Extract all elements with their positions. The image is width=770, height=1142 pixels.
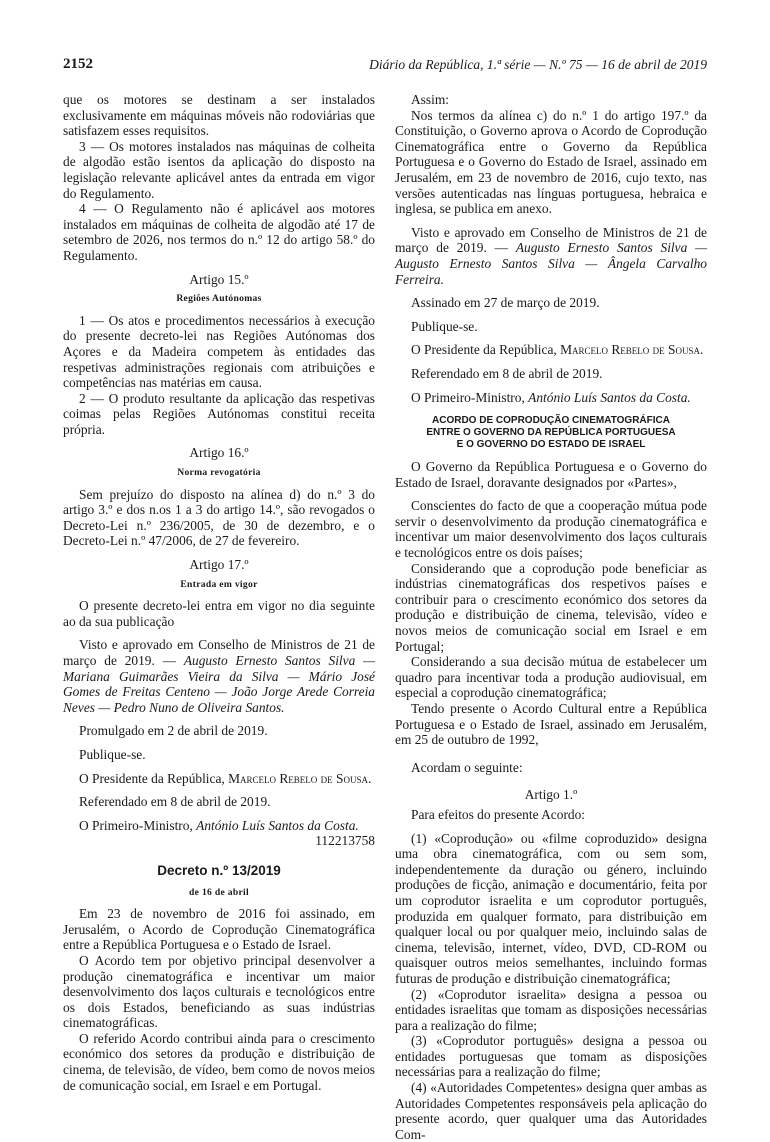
paragraph: O referido Acordo contribui ainda para o crescimento económico dos setores da produção e distribuição de cinema, de televisão, de vídeo, bem como de novos meios de comunicação social, em Israel e em Portugal. xyxy=(63,1030,375,1093)
prime-minister-name: António Luís Santos da Costa. xyxy=(528,389,691,405)
paragraph: O presente decreto-lei entra em vigor no dia seguinte ao da sua publicação xyxy=(63,598,375,629)
paragraph: (4) «Autoridades Competentes» designa quer ambas as Autoridades Competentes responsáveis pela aplicação do presente acordo, quer qualquer uma das Autoridades Com- xyxy=(395,1080,707,1142)
paragraph: Publique-se. xyxy=(79,746,146,762)
paragraph: Para efeitos do presente Acordo: xyxy=(411,806,586,822)
article-heading: Artigo 1.º xyxy=(524,787,578,803)
paragraph: Considerando que a coprodução pode beneficiar as indústrias cinematográficas dos respetivos países e contribuir para o crescimento económico dos setores da produção e distribuição de cinema, televisão, vídeo e novos meios de comunicação social em Israel e em Portugal; xyxy=(395,560,707,654)
article-title: Norma revogatória xyxy=(177,467,261,479)
paragraph: Acordam o seguinte: xyxy=(411,759,523,775)
paragraph: Conscientes do facto de que a cooperação mútua pode servir o desenvolvimento da produção cinematográfica e incentivar um maior desenvolvimento dos laços culturais e tecnológicos entre os dois países; xyxy=(395,498,707,561)
reference-number: 112213758 xyxy=(315,833,375,849)
article-heading: Artigo 15.º xyxy=(189,271,249,287)
paragraph: O Acordo tem por objetivo principal desenvolver a produção cinematográfica e incentivar um maior desenvolvimento dos laços culturais e tecnológicos entre os dois Estados, beneficiando as suas indústrias cinematográficas. xyxy=(63,952,375,1031)
paragraph xyxy=(63,637,375,715)
paragraph: Nos termos da alínea c) do n.º 1 do artigo 197.º da Constituição, o Governo aprova o Acordo de Coprodução Cinematográfica entre o Governo da República Portuguesa e o Governo do Estado de Israel, assinado em Jerusalém, em 23 de novembro de 2016, cujo texto, nas versões autenticadas nas línguas portuguesa, hebraica e inglesa, se publica em anexo. xyxy=(395,107,707,217)
page-number: 2152 xyxy=(63,56,93,72)
accord-title xyxy=(395,415,707,451)
accord-title-line: ENTRE O GOVERNO DA REPÚBLICA PORTUGUESA xyxy=(426,427,676,439)
decree-title: Decreto n.º 13/2019 xyxy=(157,862,281,878)
paragraph: 1 — Os atos e procedimentos necessários à execução do presente decreto-lei nas Regiões Autónomas dos Açores e da Madeira competem às entidades das respetivas administrações regionais com atribuições e competências nas matérias em causa. xyxy=(63,312,375,391)
paragraph: Assim: xyxy=(411,92,449,107)
approval-text: Visto e aprovado em Conselho de Ministros de 21 de março de 2019. — xyxy=(395,224,707,256)
paragraph xyxy=(395,225,707,287)
page-header xyxy=(63,56,707,76)
approval-text: Visto e aprovado em Conselho de Ministros de 21 de março de 2019. — xyxy=(63,637,375,668)
article-title: Regiões Autónomas xyxy=(176,293,262,305)
paragraph: (3) «Coprodutor português» designa a pessoa ou entidades portuguesas que tomam as disposições necessárias para a realização do filme; xyxy=(395,1033,707,1080)
paragraph: 4 — O Regulamento não é aplicável aos motores instalados em máquinas de colheita de algodão até 17 de setembro de 2026, nos termos do n.º 12 do artigo 58.º do Regulamento. xyxy=(63,201,375,263)
paragraph: Assinado em 27 de março de 2019. xyxy=(411,295,600,311)
paragraph: 3 — Os motores instalados nas máquinas de colheita de algodão estão isentos da aplicação do disposto na legislação relevante aplicável antes da entrada em vigor do Regulamento. xyxy=(63,138,375,201)
paragraph: Em 23 de novembro de 2016 foi assinado, em Jerusalém, o Acordo de Coprodução Cinematográfica entre a República Portuguesa e o Estado de Israel. xyxy=(63,906,375,953)
paragraph xyxy=(395,390,707,406)
article-heading: Artigo 17.º xyxy=(189,557,249,573)
accord-title-line: ACORDO DE COPRODUÇÃO CINEMATOGRÁFICA xyxy=(432,415,670,427)
paragraph xyxy=(395,342,707,358)
paragraph: Publique-se. xyxy=(411,318,478,334)
prime-minister-label: O Primeiro-Ministro, xyxy=(79,817,197,833)
president-label: O Presidente da República, xyxy=(411,342,561,358)
decree-date: de 16 de abril xyxy=(189,886,249,898)
paragraph: (1) «Coprodução» ou «filme coproduzido» designa uma obra cinematográfica, com ou sem som, independentemente da duração ou género, incluindo produções de ficção, animação e documentário, feita por um coprodutor israelita e um coprodutor português, produzida em qualquer formato, para distribuição em qualquer local ou por qualquer meio, incluindo salas de cinema, televisão, internet, vídeo, DVD, CD-ROM ou quaisquer outros meios semelhantes, incluindo formas futuras de produção e distribuição cinematográfica; xyxy=(395,830,707,986)
paragraph: que os motores se destinam a ser instalados exclusivamente em máquinas móveis não rodoviárias que satisfazem esses requisitos. xyxy=(63,92,375,139)
paragraph: O Governo da República Portuguesa e o Governo do Estado de Israel, doravante designados por «Partes», xyxy=(395,459,707,490)
article-heading: Artigo 16.º xyxy=(189,445,249,461)
left-column xyxy=(63,92,375,1093)
prime-minister-name: António Luís Santos da Costa. xyxy=(196,817,359,833)
signatories: Augusto Ernesto Santos Silva — Augusto Ernesto Santos Silva — Ângela Carvalho Ferreira. xyxy=(395,240,707,287)
paragraph: Considerando a sua decisão mútua de estabelecer um quadro para incentivar toda a produção audiovisual, em especial a coprodução cinematográfica; xyxy=(395,654,707,701)
paragraph: Referendado em 8 de abril de 2019. xyxy=(411,365,603,381)
paragraph: Promulgado em 2 de abril de 2019. xyxy=(79,723,268,739)
right-column xyxy=(395,92,707,1142)
running-head: Diário da República, 1.ª série — N.º 75 — 16 de abril de 2019 xyxy=(369,57,707,72)
paragraph: (2) «Coprodutor israelita» designa a pessoa ou entidades israelitas que tomam as disposições necessárias para a realização do filme; xyxy=(395,986,707,1033)
president-name: Marcelo Rebelo de Sousa. xyxy=(560,342,704,358)
accord-title-line: E O GOVERNO DO ESTADO DE ISRAEL xyxy=(456,439,646,451)
prime-minister-label: O Primeiro-Ministro, xyxy=(411,389,529,405)
paragraph xyxy=(63,818,375,834)
paragraph xyxy=(63,771,375,787)
signatories: Augusto Ernesto Santos Silva — Mariana Guimarães Vieira da Silva — Mário José Gomes de Freitas Centeno — João Jorge Arede Correia Neves — Pedro Nuno de Oliveira Santos. xyxy=(63,653,375,715)
president-label: O Presidente da República, xyxy=(79,770,229,786)
paragraph: Sem prejuízo do disposto na alínea d) do n.º 3 do artigo 3.º e dos n.os 1 a 3 do artigo 14.º, são revogados o Decreto-Lei n.º 236/2005, de 30 de dezembro, e o Decreto-Lei n.º 47/2006, de 27 de fevereiro. xyxy=(63,486,375,549)
paragraph: 2 — O produto resultante da aplicação das respetivas coimas pelas Regiões Autónomas constitui receita própria. xyxy=(63,390,375,437)
paragraph: Tendo presente o Acordo Cultural entre a República Portuguesa e o Estado de Israel, assinado em Jerusalém, em 25 de outubro de 1992, xyxy=(395,701,707,748)
president-name: Marcelo Rebelo de Sousa. xyxy=(228,770,372,786)
article-title: Entrada em vigor xyxy=(180,578,258,590)
paragraph: Referendado em 8 de abril de 2019. xyxy=(79,794,271,810)
